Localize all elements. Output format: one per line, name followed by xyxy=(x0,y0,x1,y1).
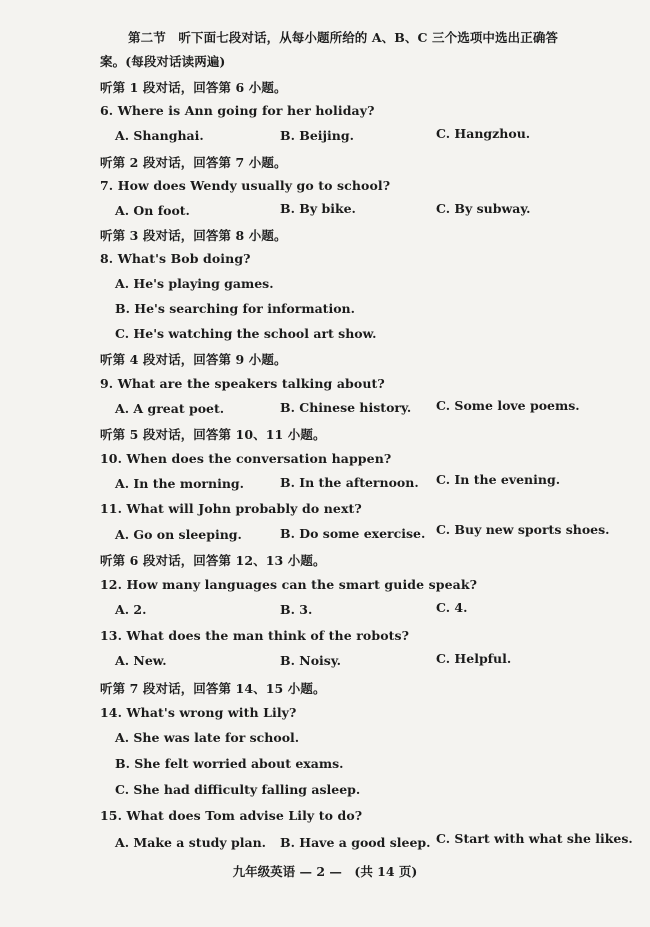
option-a: A. New. xyxy=(115,653,167,668)
option-a: A. A great poet. xyxy=(115,401,225,416)
option-b: B. Beijing. xyxy=(280,128,354,143)
option-b: B. 3. xyxy=(280,602,313,617)
option-c: C. Some love poems. xyxy=(436,398,580,413)
question-text: 7. How does Wendy usually go to school? xyxy=(100,178,391,193)
option-b: B. Do some exercise. xyxy=(280,526,426,541)
option-c: C. She had difficulty falling asleep. xyxy=(115,782,361,797)
question-text: 6. Where is Ann going for her holiday? xyxy=(100,103,375,118)
dialogue-instruction: 听第 3 段对话，回答第 8 小题。 xyxy=(100,228,287,243)
question-text: 15. What does Tom advise Lily to do? xyxy=(100,808,363,823)
option-a: A. In the morning. xyxy=(115,476,245,491)
dialogue-instruction: 听第 4 段对话，回答第 9 小题。 xyxy=(100,352,287,367)
page-footer: 九年级英语 — 2 — (共 14 页) xyxy=(232,864,418,879)
dialogue-instruction: 听第 7 段对话，回答第 14、15 小题。 xyxy=(100,681,326,696)
dialogue-instruction: 听第 1 段对话，回答第 6 小题。 xyxy=(100,80,287,95)
option-c: C. Helpful. xyxy=(436,651,512,666)
question-text: 9. What are the speakers talking about? xyxy=(100,376,385,391)
dialogue-instruction: 听第 2 段对话，回答第 7 小题。 xyxy=(100,155,287,170)
option-b: B. He's searching for information. xyxy=(115,301,355,316)
dialogue-instruction: 听第 6 段对话，回答第 12、13 小题。 xyxy=(100,553,326,568)
question-text: 11. What will John probably do next? xyxy=(100,501,362,516)
question-text: 14. What's wrong with Lily? xyxy=(100,705,297,720)
option-a: A. She was late for school. xyxy=(115,730,300,745)
question-text: 8. What's Bob doing? xyxy=(100,251,251,266)
option-a: A. He's playing games. xyxy=(115,276,274,291)
question-text: 10. When does the conversation happen? xyxy=(100,451,392,466)
option-c: C. He's watching the school art show. xyxy=(115,326,377,341)
option-b: B. Noisy. xyxy=(280,653,341,668)
option-c: C. Buy new sports shoes. xyxy=(436,522,610,537)
option-c: C. Hangzhou. xyxy=(436,126,531,141)
option-b: B. By bike. xyxy=(280,201,356,216)
question-text: 13. What does the man think of the robots? xyxy=(100,628,410,643)
option-c: C. Start with what she likes. xyxy=(436,831,633,846)
option-a: A. Go on sleeping. xyxy=(115,527,242,542)
option-a: A. On foot. xyxy=(115,203,190,218)
option-b: B. Have a good sleep. xyxy=(280,835,431,850)
section-heading: 第二节 听下面七段对话，从每小题所给的 A、B、C 三个选项中选出正确答 xyxy=(128,30,559,45)
option-a: A. Shanghai. xyxy=(115,128,204,143)
option-b: B. She felt worried about exams. xyxy=(115,756,344,771)
dialogue-instruction: 听第 5 段对话，回答第 10、11 小题。 xyxy=(100,427,326,442)
option-c: C. In the evening. xyxy=(436,472,561,487)
section-heading-continued: 案。(每段对话读两遍) xyxy=(100,54,226,69)
option-a: A. 2. xyxy=(115,602,147,617)
option-c: C. 4. xyxy=(436,600,468,615)
option-b: B. In the afternoon. xyxy=(280,475,419,490)
question-text: 12. How many languages can the smart guide speak? xyxy=(100,577,478,592)
option-c: C. By subway. xyxy=(436,201,531,216)
option-a: A. Make a study plan. xyxy=(115,835,267,850)
option-b: B. Chinese history. xyxy=(280,400,412,415)
